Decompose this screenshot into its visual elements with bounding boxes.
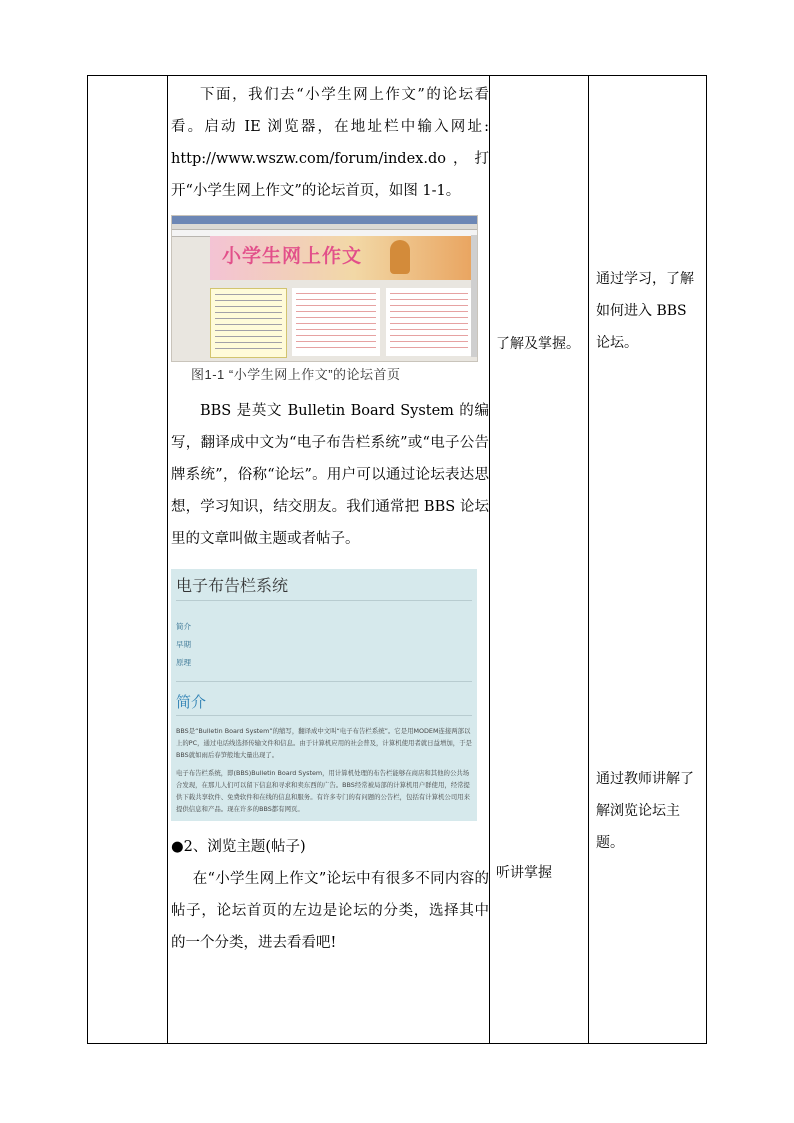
forum-topic-list xyxy=(292,288,380,356)
design-intent-2: 通过教师讲解了解浏览论坛主题。 xyxy=(596,771,694,851)
forum-topic-list-right xyxy=(386,288,472,356)
toc-item: 早期 xyxy=(176,640,191,649)
article-paragraph: BBS是“Bulletin Board System”的缩写，翻译成中文叫“电子布告栏系统”。它是用MODEM连接两部以上的PC，通过电话线选择传输文件和信息。由于计算机应用的社会普及，计算机使用者就日益增加，于是BBS就如雨后春笋般地大量出现了。 xyxy=(176,727,472,759)
toc-item: 原理 xyxy=(176,658,191,667)
figure-caption: 图1-1 “小学生网上作文”的论坛首页 xyxy=(191,367,401,382)
teaching-content-cell xyxy=(171,76,489,959)
divider xyxy=(176,715,472,716)
browse-paragraph: 在“小学生网上作文”论坛中有很多不同内容的帖子，论坛首页的左边是论坛的分类，选择其中的一个分类，进去看看吧! xyxy=(171,871,489,951)
design-intent-1: 通过学习，了解如何进入 BBS 论坛。 xyxy=(596,271,694,351)
window-titlebar xyxy=(172,216,477,224)
divider xyxy=(176,681,472,682)
column-divider xyxy=(489,76,490,1043)
forum-homepage-screenshot xyxy=(171,215,478,362)
divider xyxy=(176,600,472,601)
article-title: 电子布告栏系统 xyxy=(176,576,289,595)
section-heading: 简介 xyxy=(176,693,207,711)
student-activity-1: 了解及掌握。 xyxy=(496,336,580,352)
toc-item: 简介 xyxy=(176,622,191,631)
scrollbar xyxy=(471,235,477,357)
intro-paragraph: 下面，我们去“小学生网上作文”的论坛看看。启动 IE 浏览器，在地址栏中输入网址: http://www.wszw.com/forum/index.do，打开“小学生网上作文”的论坛首页，如图 1-1。 xyxy=(171,87,489,199)
section-heading-browse-topics: ●2、浏览主题(帖子) xyxy=(171,839,306,855)
column-divider xyxy=(588,76,589,1043)
forum-banner-title: 小学生网上作文 xyxy=(222,245,363,267)
forum-category-panel xyxy=(210,288,287,358)
article-paragraph: 电子布告栏系统，即(BBS)Bulletin Board System，用计算机处理的布告栏能够在商店和其他的公共场合发现，在那儿人们可以留下信息和寻求和卖东西的广告。BBS经常被局部的计算机用户群使用，经常提供下载共享软件、免费软件和在线的信息和服务。有许多专门的有问题的公告栏，包括有计算机公司用来提供信息和产品。现在许多的BBS都有网页。 xyxy=(176,769,470,813)
bbs-encyclopedia-screenshot xyxy=(171,569,477,821)
column-divider xyxy=(167,76,168,1043)
lesson-table xyxy=(87,75,707,1044)
bear-mascot-icon xyxy=(390,240,410,274)
bbs-definition-paragraph: BBS 是英文 Bulletin Board System 的编写，翻译成中文为“电子布告栏系统”或“电子公告牌系统”，俗称“论坛”。用户可以通过论坛表达思想，学习知识，结交朋友。我们通常把 BBS 论坛里的文章叫做主题或者帖子。 xyxy=(171,403,489,547)
student-activity-2: 听讲掌握 xyxy=(496,865,552,881)
